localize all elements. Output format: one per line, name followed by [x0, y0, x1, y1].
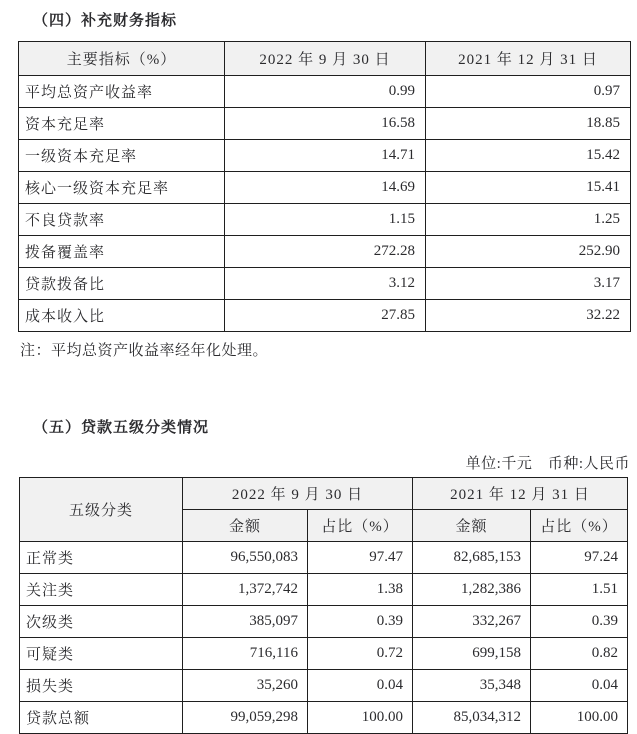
table-row — [20, 638, 628, 670]
row-label-cell: 核心一级资本充足率 — [19, 172, 225, 204]
amount-cell-2021: 332,267 — [413, 606, 531, 638]
table-row — [19, 140, 631, 172]
row-label-cell: 关注类 — [20, 574, 183, 606]
table-row — [20, 542, 628, 574]
row-label-cell: 损失类 — [20, 670, 183, 702]
pct-cell-2022: 0.72 — [308, 638, 413, 670]
loan-five-level-classification-table — [19, 477, 628, 734]
value-cell-2022: 16.58 — [225, 108, 426, 140]
table-group-header-row — [20, 478, 628, 510]
amount-cell-2022: 716,116 — [183, 638, 308, 670]
value-cell-2021: 1.25 — [426, 204, 631, 236]
table-row — [19, 204, 631, 236]
table-row — [19, 236, 631, 268]
pct-cell-2021: 0.39 — [531, 606, 628, 638]
table-row — [19, 172, 631, 204]
table-row-total — [20, 702, 628, 734]
column-header-2021: 2021 年 12 月 31 日 — [426, 42, 631, 76]
table-row — [19, 76, 631, 108]
pct-cell-2021: 100.00 — [531, 702, 628, 734]
value-cell-2022: 0.99 — [225, 76, 426, 108]
row-label-cell: 成本收入比 — [19, 300, 225, 332]
table-row — [19, 268, 631, 300]
value-cell-2021: 32.22 — [426, 300, 631, 332]
column-header-indicator: 主要指标（%） — [19, 42, 225, 76]
row-label-cell: 拨备覆盖率 — [19, 236, 225, 268]
table-row — [19, 108, 631, 140]
group-header-2021: 2021 年 12 月 31 日 — [413, 478, 628, 510]
amount-cell-2022: 35,260 — [183, 670, 308, 702]
pct-cell-2021: 0.04 — [531, 670, 628, 702]
sub-header-amount-2022: 金额 — [183, 510, 308, 542]
value-cell-2021: 0.97 — [426, 76, 631, 108]
table-header-row — [19, 42, 631, 76]
row-label-cell: 资本充足率 — [19, 108, 225, 140]
unit-currency-line: 单位:千元 币种:人民币 — [465, 456, 630, 472]
group-header-2022: 2022 年 9 月 30 日 — [183, 478, 413, 510]
pct-cell-2021: 1.51 — [531, 574, 628, 606]
value-cell-2022: 14.69 — [225, 172, 426, 204]
value-cell-2022: 1.15 — [225, 204, 426, 236]
pct-cell-2021: 0.82 — [531, 638, 628, 670]
sub-header-pct-2021: 占比（%） — [531, 510, 628, 542]
pct-cell-2022: 100.00 — [308, 702, 413, 734]
pct-cell-2022: 0.39 — [308, 606, 413, 638]
value-cell-2021: 3.17 — [426, 268, 631, 300]
row-label-cell: 贷款拨备比 — [19, 268, 225, 300]
column-header-classification: 五级分类 — [20, 478, 183, 542]
row-label-cell: 正常类 — [20, 542, 183, 574]
row-label-cell: 可疑类 — [20, 638, 183, 670]
section5-title: （五）贷款五级分类情况 — [33, 420, 210, 436]
table-row — [19, 300, 631, 332]
amount-cell-2022: 96,550,083 — [183, 542, 308, 574]
row-label-cell: 平均总资产收益率 — [19, 76, 225, 108]
amount-cell-2022: 385,097 — [183, 606, 308, 638]
value-cell-2022: 27.85 — [225, 300, 426, 332]
table-row — [20, 670, 628, 702]
value-cell-2021: 252.90 — [426, 236, 631, 268]
pct-cell-2022: 1.38 — [308, 574, 413, 606]
supplementary-financial-indicators-table — [18, 41, 631, 332]
section4-title: （四）补充财务指标 — [33, 13, 178, 29]
value-cell-2022: 272.28 — [225, 236, 426, 268]
sub-header-pct-2022: 占比（%） — [308, 510, 413, 542]
row-label-cell: 一级资本充足率 — [19, 140, 225, 172]
row-label-cell: 不良贷款率 — [19, 204, 225, 236]
value-cell-2021: 18.85 — [426, 108, 631, 140]
table-note: 注：平均总资产收益率经年化处理。 — [20, 343, 269, 359]
column-header-2022: 2022 年 9 月 30 日 — [225, 42, 426, 76]
value-cell-2021: 15.41 — [426, 172, 631, 204]
row-label-cell: 次级类 — [20, 606, 183, 638]
amount-cell-2021: 1,282,386 — [413, 574, 531, 606]
table-row — [20, 606, 628, 638]
amount-cell-2021: 35,348 — [413, 670, 531, 702]
value-cell-2022: 14.71 — [225, 140, 426, 172]
sub-header-amount-2021: 金额 — [413, 510, 531, 542]
amount-cell-2021: 85,034,312 — [413, 702, 531, 734]
value-cell-2021: 15.42 — [426, 140, 631, 172]
pct-cell-2021: 97.24 — [531, 542, 628, 574]
amount-cell-2022: 99,059,298 — [183, 702, 308, 734]
pct-cell-2022: 0.04 — [308, 670, 413, 702]
row-label-cell: 贷款总额 — [20, 702, 183, 734]
value-cell-2022: 3.12 — [225, 268, 426, 300]
pct-cell-2022: 97.47 — [308, 542, 413, 574]
amount-cell-2021: 82,685,153 — [413, 542, 531, 574]
amount-cell-2021: 699,158 — [413, 638, 531, 670]
table-row — [20, 574, 628, 606]
amount-cell-2022: 1,372,742 — [183, 574, 308, 606]
